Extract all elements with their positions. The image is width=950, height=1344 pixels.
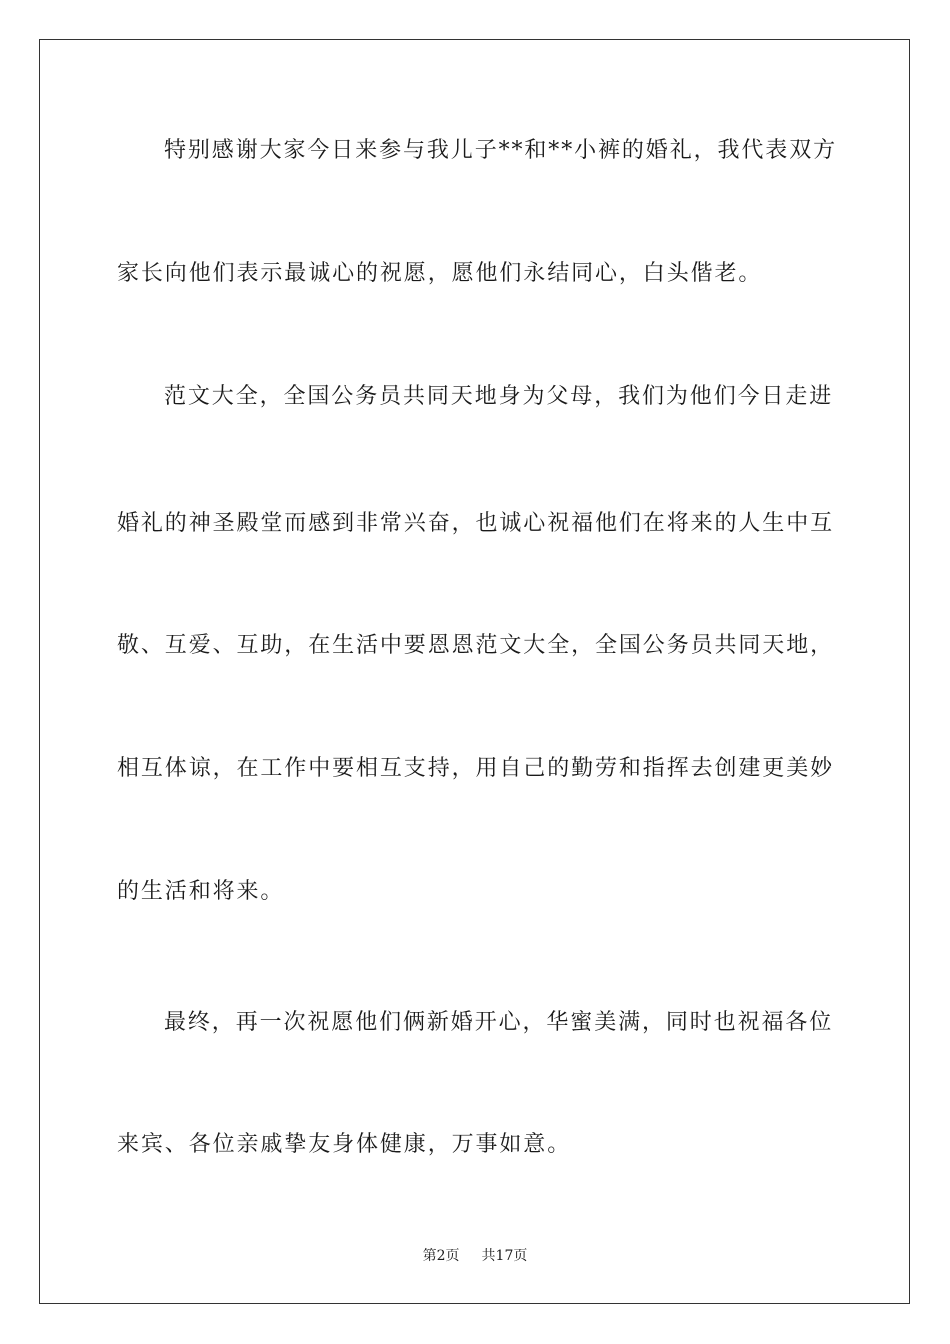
paragraph-2-line-1: 范文大全，全国公务员共同天地身为父母，我们为他们今日走进 bbox=[164, 384, 834, 409]
page-total: 共17页 bbox=[481, 1248, 528, 1264]
page-number: 第2页 bbox=[422, 1248, 460, 1264]
paragraph-2-line-2: 婚礼的神圣殿堂而感到非常兴奋，也诚心祝福他们在将来的人生中互 bbox=[117, 511, 835, 536]
paragraph-2-line-3: 敬、互爱、互助，在生活中要恩恩范文大全，全国公务员共同天地， bbox=[117, 633, 835, 658]
paragraph-2-line-4: 相互体谅，在工作中要相互支持，用自己的勤劳和指挥去创建更美妙 bbox=[117, 756, 835, 781]
page-footer bbox=[0, 1247, 950, 1265]
paragraph-1-line-2: 家长向他们表示最诚心的祝愿，愿他们永结同心，白头偕老。 bbox=[117, 261, 763, 286]
paragraph-3-line-2: 来宾、各位亲戚挚友身体健康，万事如意。 bbox=[117, 1132, 572, 1157]
page-border bbox=[39, 39, 910, 1304]
paragraph-2-line-5: 的生活和将来。 bbox=[117, 879, 285, 904]
paragraph-1-line-1: 特别感谢大家今日来参与我儿子**和**小裤的婚礼，我代表双方 bbox=[164, 138, 838, 163]
paragraph-3-line-1: 最终，再一次祝愿他们俩新婚开心，华蜜美满，同时也祝福各位 bbox=[164, 1010, 834, 1035]
